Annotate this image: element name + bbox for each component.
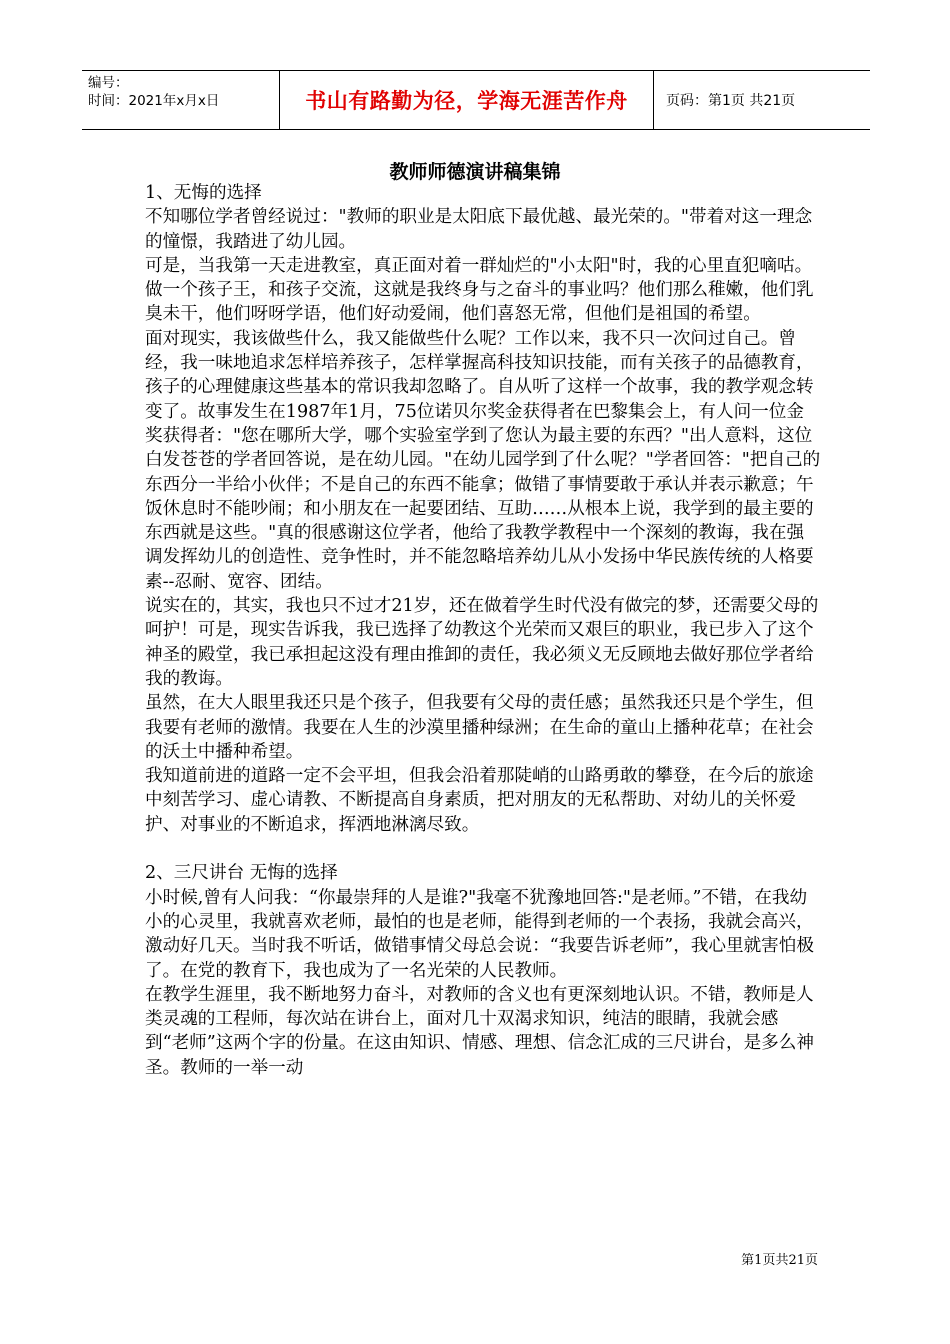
section-heading: 1、无悔的选择	[145, 183, 262, 203]
paragraph: 虽然，在大人眼里我还只是个孩子，但我要有父母的责任感；虽然我还只是个学生，但我要有老师的激情。我要在人生的沙漠里播种绿洲；在生命的童山上播种花草；在社会的沃土中播种希望。	[145, 693, 814, 762]
header-motto: 书山有路勤为径，学海无涯苦作舟	[280, 71, 654, 129]
paragraph: 可是，当我第一天走进教室，真正面对着一群灿烂的"小太阳"时，我的心里直犯嘀咕。做一个孩子王，和孩子交流，这就是我终身与之奋斗的事业吗？他们那么稚嫩，他们乳臭未干，他们呀呀学语，他们好动爱闹，他们喜怒无常，但他们是祖国的希望。	[145, 255, 814, 325]
paragraph: 说实在的，其实，我也只不过才21岁，还在做着学生时代没有做完的梦，还需要父母的呵护！可是，现实告诉我，我已选择了幼教这个光荣而又艰巨的职业，我已步入了这个神圣的殿堂，我已承担起这没有理由推卸的责任，我必须义无反顾地去做好那位学者给我的教诲。	[145, 596, 819, 689]
section-heading: 2、三尺讲台 无悔的选择	[145, 863, 338, 884]
document-title: 教师师德演讲稿集锦	[389, 161, 561, 183]
document-body	[145, 181, 821, 1080]
paragraph: 在教学生涯里，我不断地努力奋斗，对教师的含义也有更深刻地认识。不错，教师是人类灵魂的工程师，每次站在讲台上，面对几十双渴求知识，纯洁的眼睛，我就会感到“老师”这两个字的份量。在这由知识、情感、理想、信念汇成的三尺讲台，是多么神圣。教师的一举一动	[145, 984, 814, 1078]
paragraph: 不知哪位学者曾经说过："教师的职业是太阳底下最优越、最光荣的。"带着对这一理念的憧憬，我踏进了幼儿园。	[145, 207, 813, 252]
blank-line	[145, 837, 821, 861]
paragraph: 我知道前进的道路一定不会平坦，但我会沿着那陡峭的山路勇敢的攀登，在今后的旅途中刻苦学习、虚心请教、不断提高自身素质，把对朋友的无私帮助、对幼儿的关怀爱护、对事业的不断追求，挥洒地淋漓尽致。	[145, 766, 814, 835]
header-page-number: 页码：第1页 共21页	[666, 93, 796, 109]
paragraph: 小时候,曾有人问我：“你最崇拜的人是谁?"我毫不犹豫地回答:"是老师。”不错，在我幼小的心灵里，我就喜欢老师，最怕的也是老师，能得到老师的一个表扬，我就会高兴，激动好几天。当时我不听话，做错事情父母总会说：“我要告诉老师”，我心里就害怕极了。在党的教育下，我也成为了一名光荣的人民教师。	[145, 887, 814, 981]
page-footer: 第1页共21页	[741, 1253, 818, 1268]
paragraph: 面对现实，我该做些什么，我又能做些什么呢？工作以来，我不只一次问过自己。曾经，我一味地追求怎样培养孩子，怎样掌握高科技知识技能，而有关孩子的品德教育，孩子的心理健康这些基本的常识我却忽略了。自从听了这样一个故事，我的教学观念转变了。故事发生在1987年1月，75位诺贝尔奖金获得者在巴黎集会上，有人问一位金奖获得者："您在哪所大学，哪个实验室学到了您认为最主要的东西？"出人意料，这位白发苍苍的学者回答说，是在幼儿园。"在幼儿园学到了什么呢？"学者回答："把自己的东西分一半给小伙伴；不是自己的东西不能拿；做错了事情要敢于承认并表示歉意；午饭休息时不能吵闹；和小朋友在一起要团结、互助……从根本上说，我学到的最主要的东西就是这些。"真的很感谢这位学者，他给了我教学教程中一个深刻的教诲，我在强调发挥幼儿的创造性、竞争性时，并不能忽略培养幼儿从小发扬中华民族传统的人格要素--忍耐、宽容、团结。	[145, 328, 821, 592]
document-number: 编号：	[88, 75, 129, 91]
page-header	[82, 70, 870, 130]
document-date: 时间：2021年x月x日	[88, 93, 220, 109]
header-meta	[82, 71, 280, 129]
